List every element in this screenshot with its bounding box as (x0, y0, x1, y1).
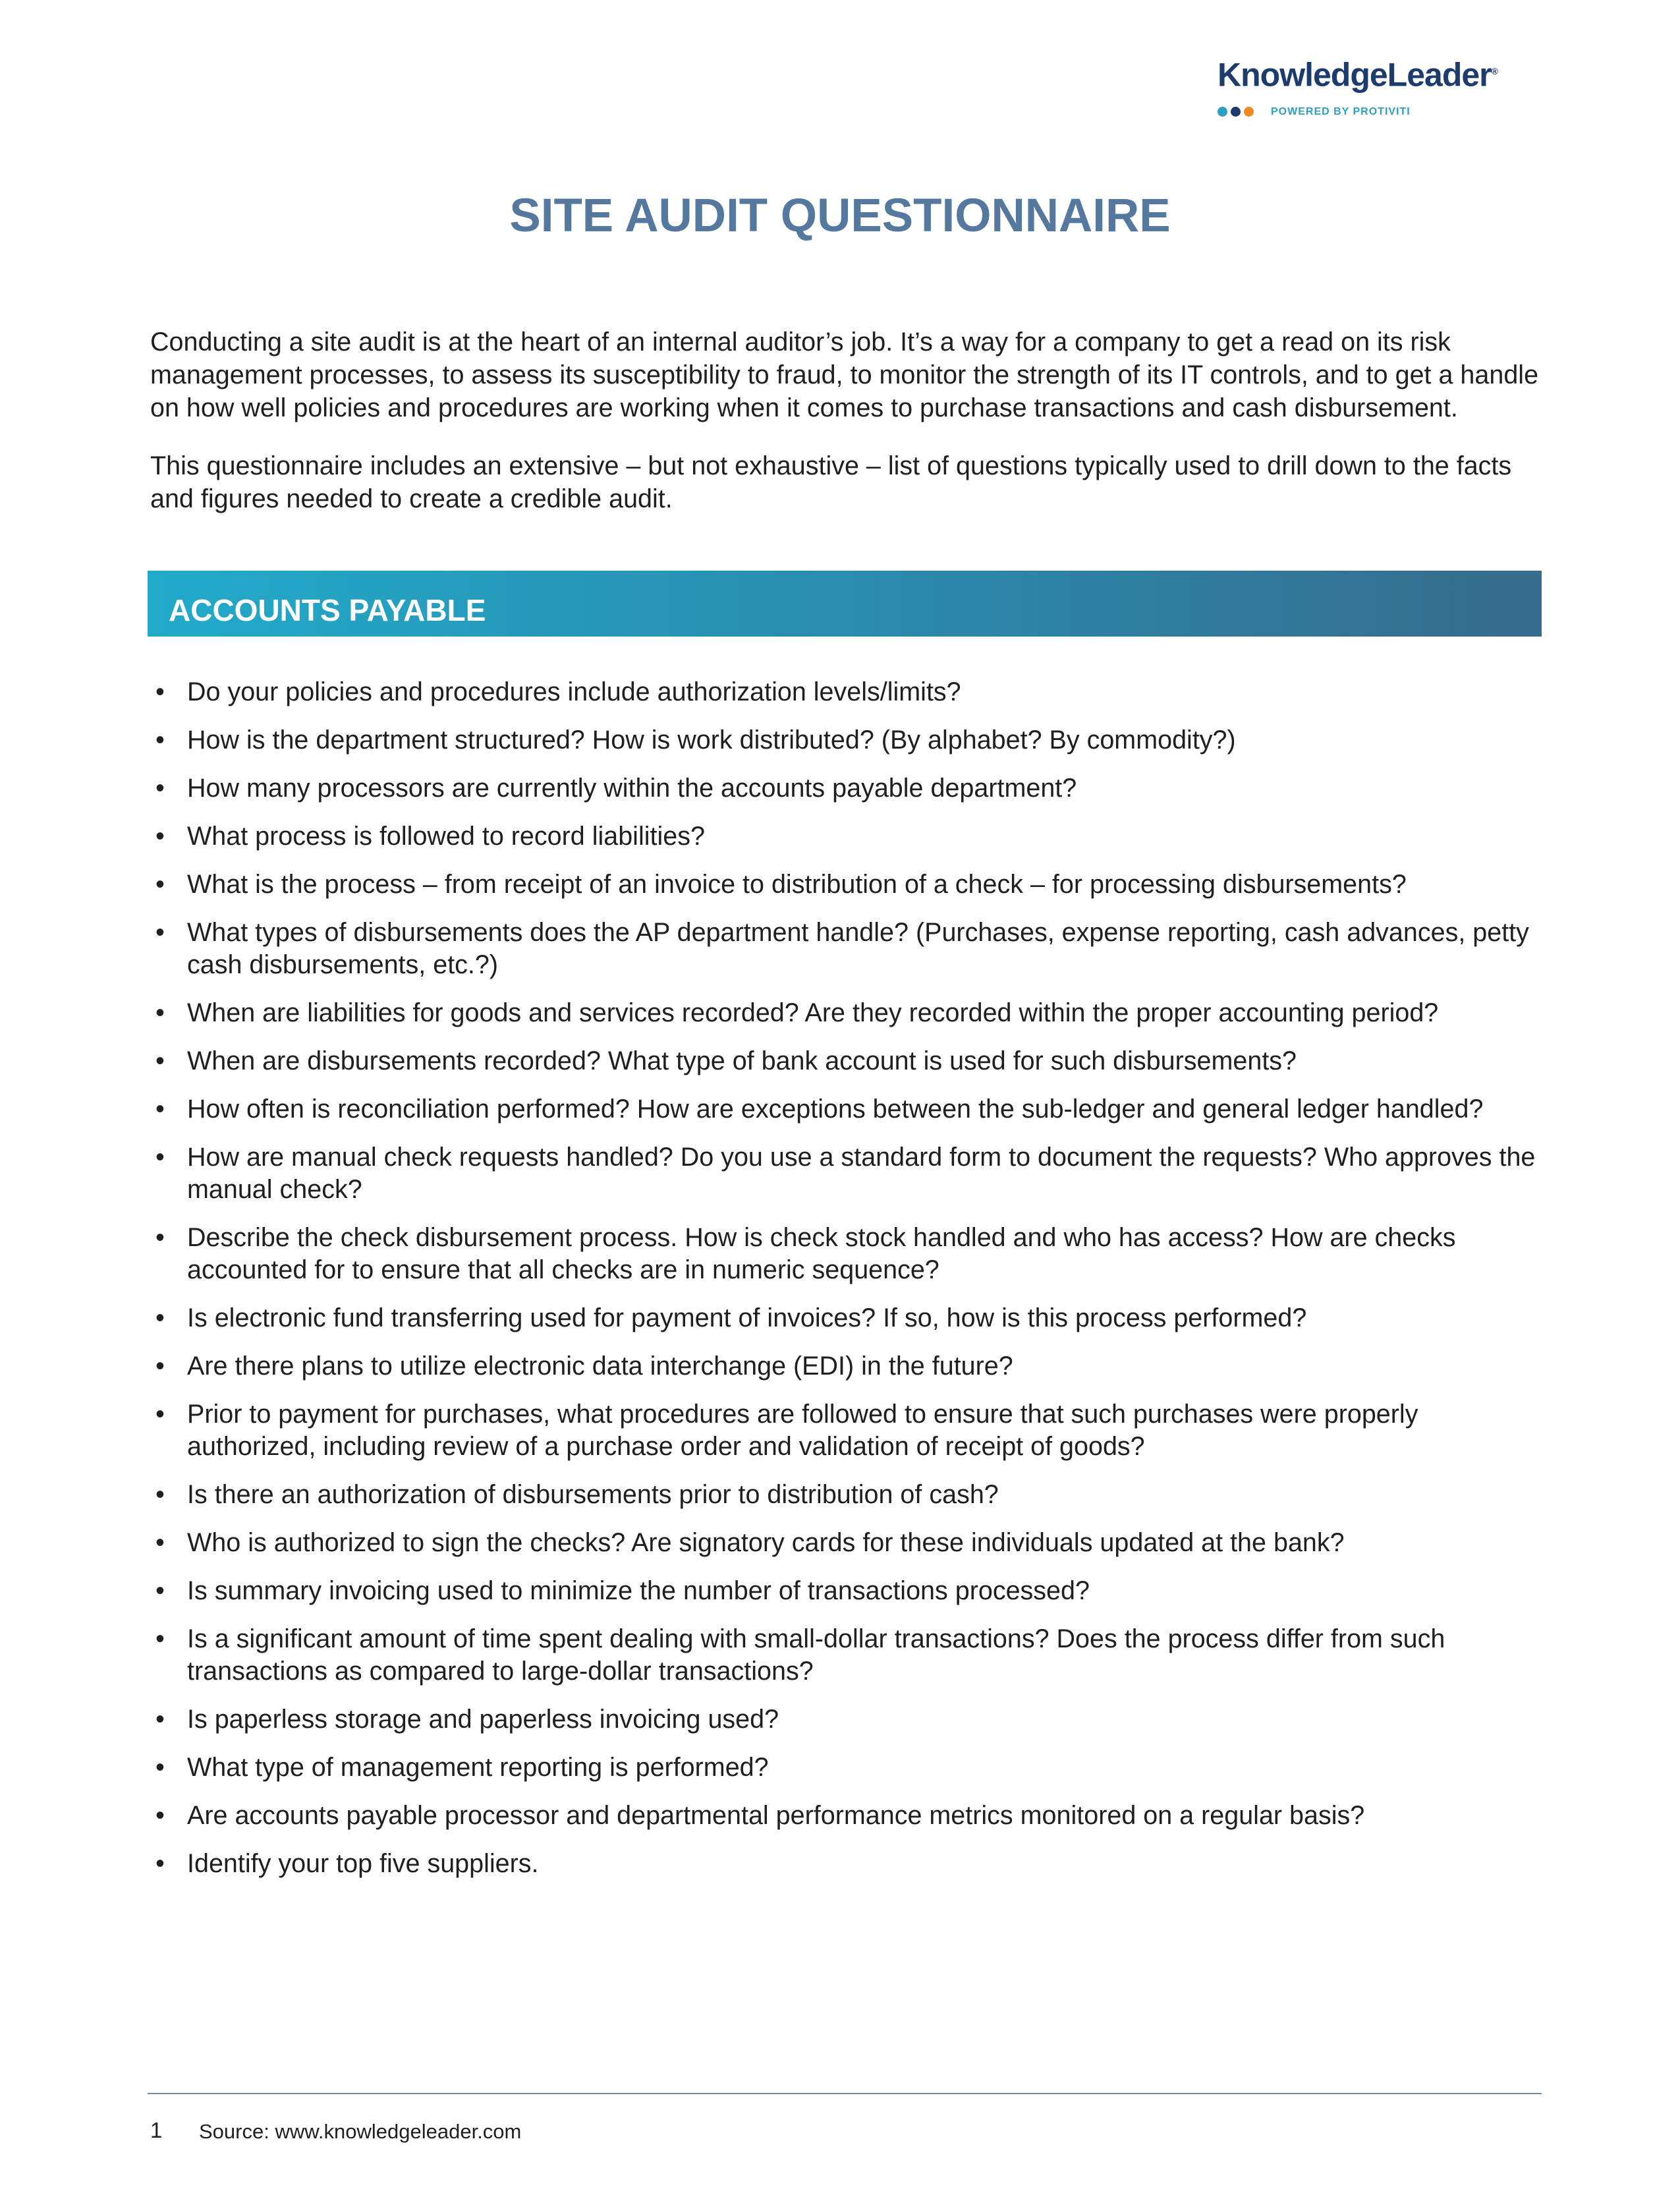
knowledgeleader-logo (1218, 51, 1534, 120)
logo-dot-orange (1244, 107, 1254, 117)
question-item (150, 1398, 1547, 1463)
bullet-icon: • (155, 870, 165, 899)
question-item (150, 1848, 1547, 1880)
question-item (150, 820, 1547, 853)
question-item (150, 997, 1547, 1029)
question-text: Is there an authorization of disbursements prior to distribution of cash? (187, 1480, 999, 1509)
section-header-bar (148, 571, 1542, 637)
logo-registered-mark: ® (1491, 66, 1498, 76)
question-text: Are accounts payable processor and departmental performance metrics monitored on a regular basis? (187, 1801, 1365, 1830)
bullet-icon: • (155, 1303, 165, 1332)
document-title: SITE AUDIT QUESTIONNAIRE (509, 190, 1171, 242)
bullet-icon: • (155, 1046, 165, 1075)
bullet-icon: • (155, 726, 165, 755)
bullet-icon: • (155, 1705, 165, 1734)
question-text: When are disbursements recorded? What type of bank account is used for such disbursements? (187, 1046, 1297, 1075)
bullet-icon: • (155, 1352, 165, 1381)
intro-paragraph: Conducting a site audit is at the heart of an internal auditor’s job. It’s a way for a company to get a read on its risk management processes, to assess its susceptibility to fraud, to monitor the strength of its IT controls, and to get a handle on how well policies and procedures are working when it comes to purchase transactions and cash disbursement. (150, 328, 1539, 422)
bullet-icon: • (155, 918, 165, 947)
question-item (150, 1302, 1547, 1334)
bullet-icon: • (155, 1095, 165, 1124)
question-item (150, 1350, 1547, 1383)
question-text: What process is followed to record liabilities? (187, 822, 705, 851)
bullet-icon: • (155, 1624, 165, 1653)
source-citation: Source: www.knowledgeleader.com (199, 2120, 522, 2143)
bullet-icon: • (155, 774, 165, 803)
question-item (150, 1045, 1547, 1077)
page-number: 1 (150, 2118, 163, 2142)
question-text: Identify your top five suppliers. (187, 1849, 539, 1878)
question-item (150, 1093, 1547, 1126)
footer-divider (148, 2093, 1542, 2094)
question-text: Is summary invoicing used to minimize the number of transactions processed? (187, 1576, 1090, 1605)
bullet-icon: • (155, 677, 165, 706)
question-item (150, 772, 1547, 805)
question-item (150, 1623, 1547, 1688)
question-text: Is paperless storage and paperless invoicing used? (187, 1705, 779, 1734)
bullet-icon: • (155, 1753, 165, 1782)
question-text: Is a significant amount of time spent dealing with small-dollar transactions? Does the process differ from such transactions as compared to large-dollar transactions? (187, 1624, 1445, 1686)
bullet-icon: • (155, 1223, 165, 1252)
bullet-icon: • (155, 1801, 165, 1830)
question-item (150, 1141, 1547, 1206)
question-text: Prior to payment for purchases, what procedures are followed to ensure that such purchases were properly authorized, including review of a purchase order and validation of receipt of goods? (187, 1400, 1418, 1461)
question-text: What type of management reporting is performed? (187, 1753, 769, 1782)
bullet-icon: • (155, 1143, 165, 1172)
bullet-icon: • (155, 1576, 165, 1605)
question-text: What is the process – from receipt of an invoice to distribution of a check – for processing disbursements? (187, 870, 1407, 899)
question-item (150, 676, 1547, 708)
question-text: How is the department structured? How is work distributed? (By alphabet? By commodity?) (187, 726, 1236, 755)
question-item (150, 1222, 1547, 1286)
logo-tagline: POWERED BY PROTIVITI (1271, 105, 1411, 117)
bullet-icon: • (155, 1849, 165, 1878)
question-item (150, 1527, 1547, 1559)
question-item (150, 1800, 1547, 1832)
logo-tagline-row (1218, 104, 1534, 120)
logo-dots-icon (1218, 107, 1254, 117)
logo-wordmark (1218, 51, 1534, 95)
logo-dot-navy (1231, 107, 1241, 117)
question-item (150, 1479, 1547, 1511)
question-text: Describe the check disbursement process. How is check stock handled and who has access? How are checks accounted for to ensure that all checks are in numeric sequence? (187, 1223, 1456, 1284)
question-text: How many processors are currently within the accounts payable department? (187, 774, 1077, 803)
logo-name: KnowledgeLeader (1218, 56, 1492, 94)
question-item (150, 1752, 1547, 1784)
question-text: Are there plans to utilize electronic data interchange (EDI) in the future? (187, 1352, 1013, 1381)
question-item (150, 724, 1547, 756)
question-item (150, 1575, 1547, 1607)
question-text: Is electronic fund transferring used for payment of invoices? If so, how is this process performed? (187, 1303, 1307, 1332)
question-item (150, 917, 1547, 981)
question-text: Do your policies and procedures include authorization levels/limits? (187, 677, 961, 706)
question-text: What types of disbursements does the AP department handle? (Purchases, expense reporting, cash advances, petty cash disbursements, etc.?) (187, 918, 1529, 979)
question-list (150, 676, 1547, 1896)
section-heading: ACCOUNTS PAYABLE (169, 593, 486, 627)
bullet-icon: • (155, 998, 165, 1027)
question-item (150, 1703, 1547, 1736)
bullet-icon: • (155, 1528, 165, 1557)
intro-section (150, 326, 1547, 540)
question-text: When are liabilities for goods and services recorded? Are they recorded within the proper accounting period? (187, 998, 1439, 1027)
question-text: How are manual check requests handled? Do you use a standard form to document the requests? Who approves the manual check? (187, 1143, 1536, 1204)
bullet-icon: • (155, 1400, 165, 1429)
logo-dot-blue (1218, 107, 1227, 117)
question-item (150, 869, 1547, 901)
question-text: Who is authorized to sign the checks? Are signatory cards for these individuals updated at the bank? (187, 1528, 1345, 1557)
question-text: How often is reconciliation performed? How are exceptions between the sub-ledger and general ledger handled? (187, 1095, 1484, 1124)
intro-paragraph: This questionnaire includes an extensive – but not exhaustive – list of questions typically used to drill down to the facts and figures needed to create a credible audit. (150, 451, 1512, 513)
bullet-icon: • (155, 1480, 165, 1509)
bullet-icon: • (155, 822, 165, 851)
